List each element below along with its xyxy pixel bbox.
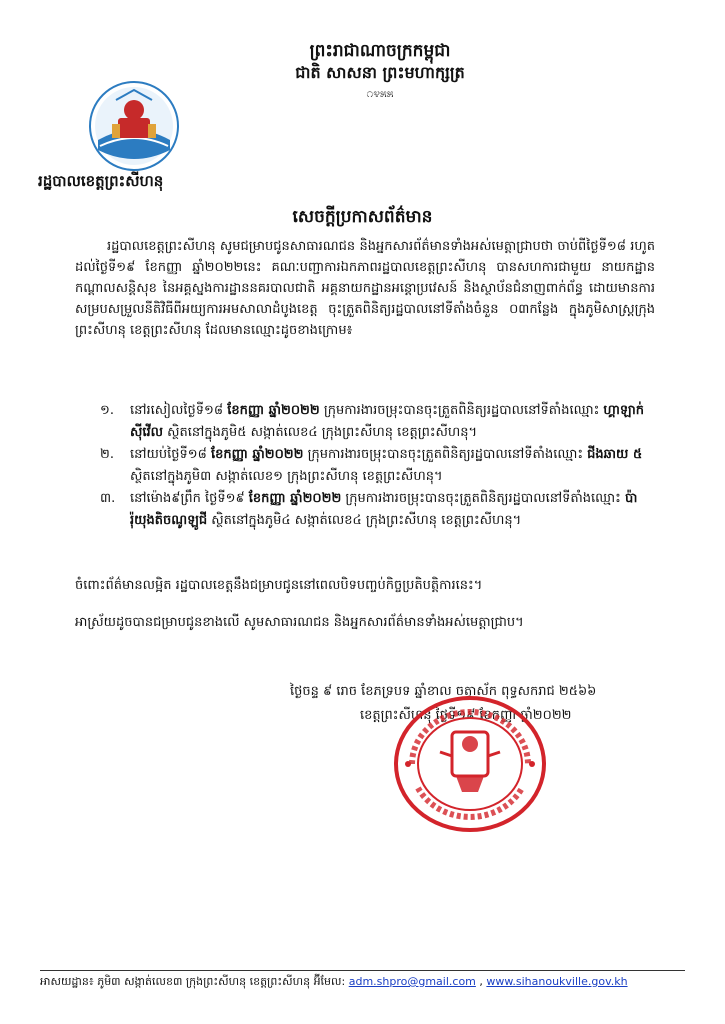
footer-separator: , xyxy=(475,975,487,988)
item-text xyxy=(130,400,655,444)
header-ornament: ೧೪೫೫ xyxy=(366,86,394,100)
item-post: ស្ថិតនៅក្នុងភូមិ៥ សង្កាត់លេខ៤ ក្រុងព្រះសីហនុ ខេត្តព្រះសីហនុ។ xyxy=(163,425,478,440)
location-list xyxy=(100,400,655,532)
solar-date-line: ខេត្តព្រះសីហនុ ថ្ងៃទី១៩ ខែកញ្ញា ឆ្នាំ២០២២ xyxy=(360,708,572,723)
kingdom-line: ព្រះរាជាណាចក្រកម្ពុជា xyxy=(309,41,451,61)
item-date: ខែកញ្ញា ឆ្នាំ២០២២ xyxy=(210,447,304,462)
footer-address: អាសយដ្ឋាន៖ ភូមិ៣ សង្កាត់លេខ៣ ក្រុងព្រះសីហនុ ខេត្តព្រះសីហនុ អ៊ីមែល: xyxy=(40,975,346,988)
item-date: ខែកញ្ញា ឆ្នាំ២០២២ xyxy=(227,403,320,418)
list-item xyxy=(100,488,655,532)
item-mid: ក្រុមការងារចម្រុះបានចុះត្រួតពិនិត្យរដ្ឋបាលនៅទីតាំងឈ្មោះ xyxy=(303,447,588,462)
item-mid: ក្រុមការងារចម្រុះបានចុះត្រួតពិនិត្យរដ្ឋបាលនៅទីតាំងឈ្មោះ xyxy=(341,491,625,506)
lunar-date-line: ថ្ងៃចន្ទ ៩ រោច ខែភទ្របទ ឆ្នាំខាល ចត្វាស័ក ពុទ្ធសករាជ ២៥៦៦ xyxy=(290,684,597,699)
item-mid: ក្រុមការងារចម្រុះបានចុះត្រួតពិនិត្យរដ្ឋបាលនៅទីតាំងឈ្មោះ xyxy=(319,403,604,418)
motto-line: ជាតិ សាសនា ព្រះមហាក្សត្រ xyxy=(295,63,465,82)
province-seal-logo xyxy=(88,80,180,172)
item-venue-name: ប៉ារ៉ុយុងតិចណូឡូជី xyxy=(130,491,638,528)
page-title: សេចក្តីប្រកាសព័ត៌មាន xyxy=(292,207,433,227)
item-venue-name: ជីងឆាយ ៥ xyxy=(587,447,643,462)
item-pre: នៅម៉ោង៩ព្រឹក ថ្ងៃទី១៩ xyxy=(130,491,249,506)
item-pre: នៅរសៀលថ្ងៃទី១៨ xyxy=(130,403,228,418)
website-link[interactable]: www.sihanoukville.gov.kh xyxy=(486,975,628,988)
intro-paragraph xyxy=(75,236,655,341)
footer xyxy=(40,975,685,991)
item-pre: នៅយប់ថ្ងៃទី១៨ xyxy=(130,447,211,462)
item-post: ស្ថិតនៅក្នុងភូមិ៤ សង្កាត់លេខ៤ ក្រុងព្រះសីហនុ ខេត្តព្រះសីហនុ។ xyxy=(207,513,522,528)
item-number: ១. xyxy=(100,403,114,418)
item-number: ៣. xyxy=(100,491,116,506)
item-post: ស្ថិតនៅក្នុងភូមិ៣ សង្កាត់លេខ១ ក្រុងព្រះសីហនុ ខេត្តព្រះសីហនុ។ xyxy=(130,469,443,484)
kingdom-header xyxy=(230,40,530,102)
footer-divider xyxy=(40,970,685,971)
official-red-stamp xyxy=(390,692,550,837)
item-date: ខែកញ្ញា ឆ្នាំ២០២២ xyxy=(248,491,342,506)
organization-name: រដ្ឋបាលខេត្តព្រះសីហនុ xyxy=(38,172,164,190)
email-link[interactable]: adm.shpro@gmail.com xyxy=(348,975,476,988)
list-item xyxy=(100,444,655,488)
item-text xyxy=(130,488,655,532)
item-text xyxy=(130,444,655,488)
item-venue-name: ហ្គាឡាក់ស៊ីវើល xyxy=(130,403,645,440)
intro-text: រដ្ឋបាលខេត្តព្រះសីហនុ សូមជម្រាបជូនសាធារណជន និងអ្នកសារព័ត៌មានទាំងអស់មេត្តាជ្រាបថា ចាប់ពីថ្ងៃទី១៨ រហូតដល់ថ្ងៃទី១៩ ខែកញ្ញា ឆ្នាំ២០២២នេះ គណៈបញ្ជាការឯកភាពរដ្ឋបាលខេត្តព្រះសីហនុ បានសហការជាមួយ នាយកដ្ឋានកណ្ដាលសន្តិសុខ នៃអគ្គស្នងការដ្ឋាននគរបាលជាតិ អគ្គនាយកដ្ឋានអន្តោប្រវេសន៍ និងស្ថាប័នជំនាញពាក់ព័ន្ធ ដោយមានការសម្របសម្រួលនីតិវិធីពីអយ្យការអមសាលាដំបូងខេត្ត ចុះត្រួតពិនិត្យរដ្ឋបាលនៅទីតាំងចំនួន ០៣កន្លែង ក្នុងភូមិសាស្ត្រក្រុងព្រះសីហនុ ខេត្តព្រះសីហនុ ដែលមានឈ្មោះដូចខាងក្រោម៖ xyxy=(75,239,655,338)
closing-paragraph-details: ចំពោះព័ត៌មានលម្អិត រដ្ឋបាលខេត្តនឹងជម្រាបជូននៅពេលបិទបញ្ចប់កិច្ចប្រតិបត្តិការនេះ។ xyxy=(75,578,483,593)
item-number: ២. xyxy=(100,447,114,462)
closing-paragraph-notice: អាស្រ័យដូចបានជម្រាបជូនខាងលើ សូមសាធារណជន និងអ្នកសារព័ត៌មានទាំងអស់មេត្តាជ្រាប។ xyxy=(75,615,524,630)
list-item xyxy=(100,400,655,444)
